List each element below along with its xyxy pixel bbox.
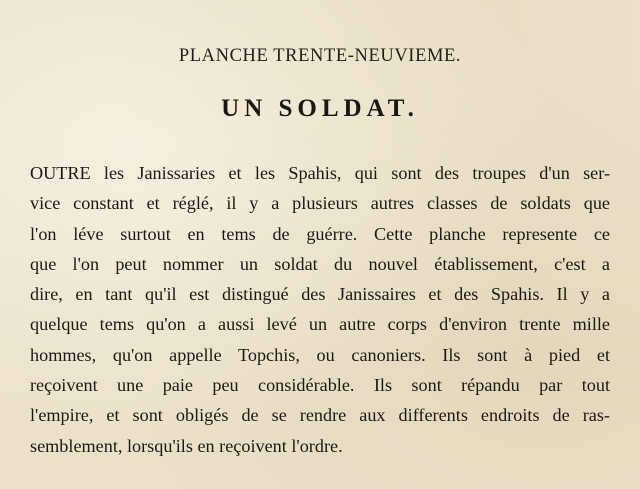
page-title: UN SOLDAT. — [221, 95, 419, 122]
paragraph-line: quelque tems qu'on a aussi levé un autre corps d'environ trente mille — [30, 314, 610, 335]
paragraph-line: l'empire, et sont obligés de se rendre aux differents endroits de ras- — [30, 405, 610, 426]
paragraph-line: que l'on peut nommer un soldat du nouvel établissement, c'est a — [30, 253, 610, 274]
paragraph-line: l'on léve surtout en tems de guérre. Cette planche represente ce — [30, 223, 610, 244]
paragraph-line: hommes, qu'on appelle Topchis, ou canoniers. Ils sont à pied et — [30, 344, 610, 365]
paragraph-line: vice constant et réglé, il y a plusieurs autres classes de soldats que — [30, 193, 610, 214]
paragraph-line: dire, en tant qu'il est distingué des Janissaires et des Spahis. Il y a — [30, 284, 610, 305]
paragraph-line: semblement, lorsqu'ils en reçoivent l'ordre. — [30, 435, 343, 456]
paragraph-line: OUTRE les Janissaries et les Spahis, qui sont des troupes d'un ser- — [30, 163, 610, 183]
body-paragraph — [30, 158, 610, 461]
paragraph-line: reçoivent une paie peu considérable. Ils sont répandu par tout — [30, 375, 610, 396]
plate-heading: PLANCHE TRENTE-NEUVIEME. — [178, 46, 462, 66]
